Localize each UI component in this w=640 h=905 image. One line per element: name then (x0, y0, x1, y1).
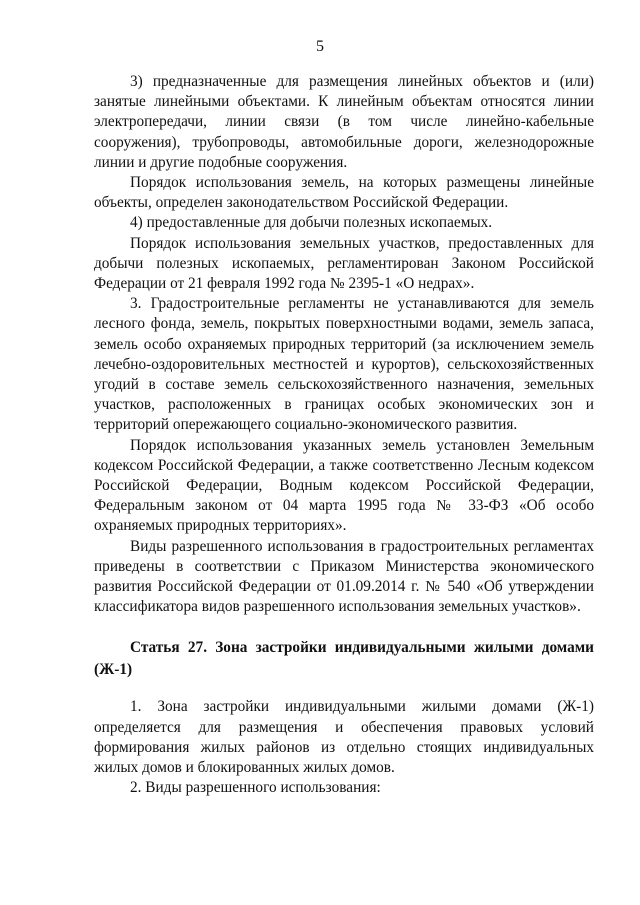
paragraph-permitted-use-order: Виды разрешенного использования в градостроительных регламентах приведены в соответствии с Приказом Министерства экономического развития Российской Федерации от 01.09.2014 г. № 540 «Об утверждении классификатора видов разрешенного использования земельных участков». (94, 537, 594, 616)
paragraph-linear-objects: 3) предназначенные для размещения линейных объектов и (или) занятые линейными объектами. К линейным объектам относятся линии электропередачи, линии связи (в том числе линейно-кабельные сооружения), трубопроводы, автомобильные дороги, железнодорожные линии и другие подобные сооружения. (94, 73, 594, 171)
paragraph-linear-objects-usage: Порядок использования земель, на которых размещены линейные объекты, определен законодательством Российской Федерации. (94, 174, 594, 212)
spacer (94, 681, 594, 697)
paragraph-mineral-extraction: 4) предоставленные для добычи полезных ископаемых. (130, 214, 493, 232)
paragraph-mineral-extraction-usage: Порядок использования земельных участков, предоставленных для добычи полезных ископаемых, регламентирован Законом Российской Федерации от 21 февраля 1992 года № 2395-1 «О недрах». (94, 234, 594, 293)
paragraph-permitted-use-list: 2. Виды разрешенного использования: (130, 779, 381, 797)
paragraph-regulations-exclusions: 3. Градостроительные регламенты не устанавливаются для земель лесного фонда, земель, покрытых поверхностными водами, земель запаса, земель особо охраняемых природных территорий (за исключением земель лечебно-оздоровительных местностей и курортов), сельскохозяйственных угодий в составе земель сельскохозяйственного назначения, земельных участков, расположенных в границах особых экономических зон и территорий опережающего социально-экономического развития. (94, 295, 594, 434)
document-body (94, 72, 594, 799)
paragraph-land-codes: Порядок использования указанных земель установлен Земельным кодексом Российской Федерации, а также соответственно Лесным кодексом Российской Федерации, Водным кодексом Российской Федерации, Федеральным законом от 04 марта 1995 года № 33-ФЗ «Об особо охраняемых природных территориях». (94, 436, 594, 535)
page-number: 5 (316, 38, 324, 55)
article-heading: Статья 27. Зона застройки индивидуальными жилыми домами (Ж-1) (94, 639, 594, 679)
paragraph-zone-definition: 1. Зона застройки индивидуальными жилыми домами (Ж-1) определяется для размещения и обеспечения правовых условий формирования жилых районов из отдельно стоящих индивидуальных жилых домов и блокированных жилых домов. (94, 698, 594, 777)
